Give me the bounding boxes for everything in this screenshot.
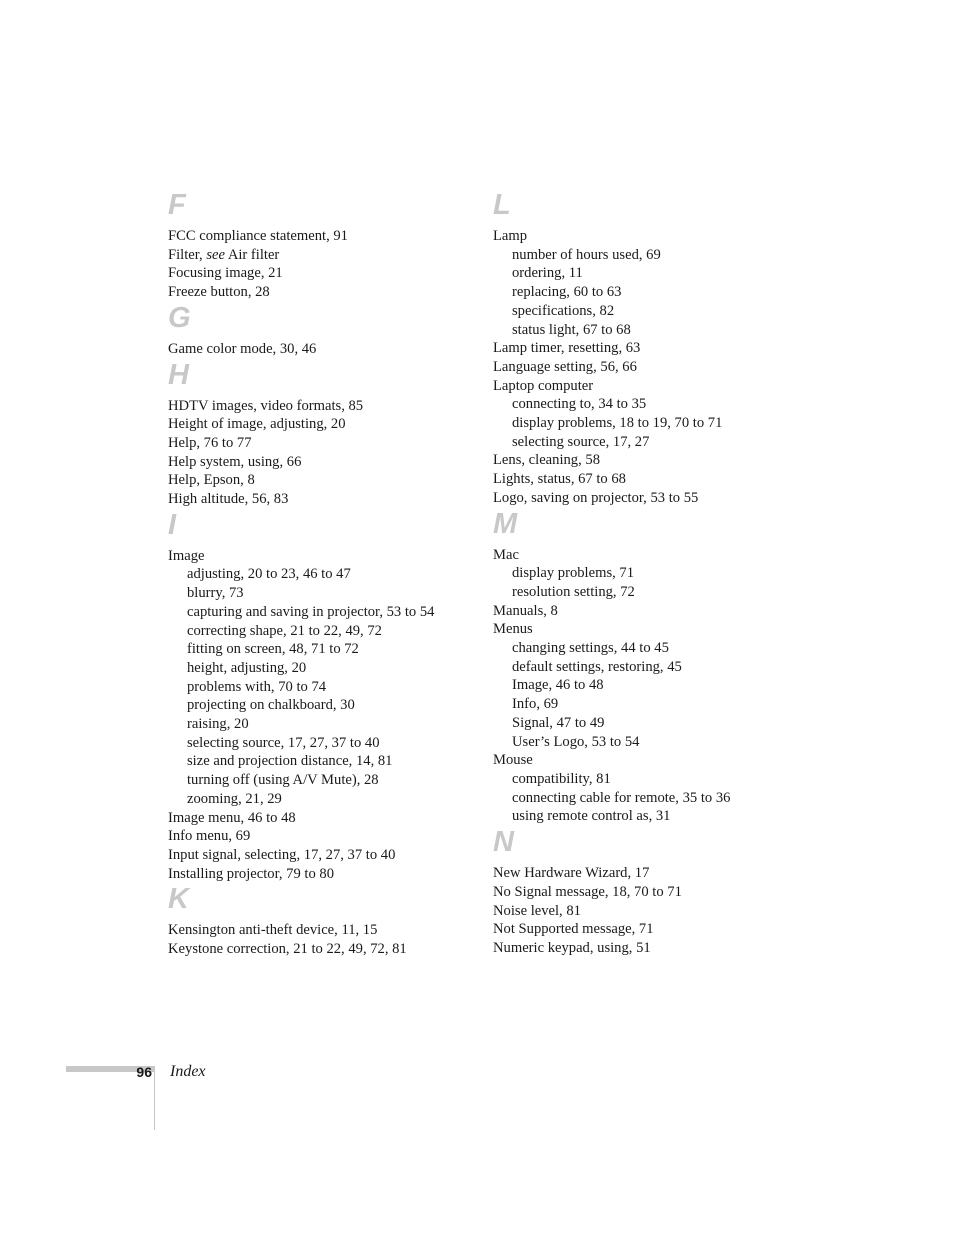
index-entry-group (493, 602, 793, 621)
index-entry: Mac (493, 546, 519, 563)
index-entry: Input signal, selecting, 17, 27, 37 to 40 (168, 846, 396, 863)
see-reference: see (206, 246, 225, 263)
index-section (168, 360, 468, 509)
index-section (168, 303, 468, 359)
index-entry: High altitude, 56, 83 (168, 491, 289, 508)
index-entry: Help system, using, 66 (168, 453, 302, 470)
index-entry: Installing projector, 79 to 80 (168, 865, 334, 882)
index-entry: Noise level, 81 (493, 902, 581, 919)
index-subentry: problems with, 70 to 74 (187, 678, 327, 695)
index-entry: Image menu, 46 to 48 (168, 809, 296, 826)
index-entry: FCC compliance statement, 91 (168, 228, 348, 244)
index-entry: Lamp (493, 228, 528, 244)
index-entry: Keystone correction, 21 to 22, 49, 72, 81 (168, 941, 407, 958)
index-subentry: using remote control as, 31 (512, 808, 671, 825)
index-section (168, 510, 468, 884)
index-subentry: changing settings, 44 to 45 (512, 640, 669, 657)
index-entry-group (493, 939, 793, 958)
footer-rule (154, 1066, 155, 1130)
index-subentry: status light, 67 to 68 (512, 321, 631, 338)
index-subentry: adjusting, 20 to 23, 46 to 47 (187, 566, 351, 583)
index-entry: New Hardware Wizard, 17 (493, 865, 650, 882)
index-subentry: correcting shape, 21 to 22, 49, 72 (187, 622, 382, 639)
index-entry: Height of image, adjusting, 20 (168, 416, 346, 433)
index-entry: Logo, saving on projector, 53 to 55 (493, 489, 699, 506)
entry-text: Air filter (224, 246, 280, 263)
index-entry-group (168, 940, 468, 959)
index-entry-group (168, 415, 468, 434)
index-subentry: resolution setting, 72 (512, 583, 635, 600)
index-entry-group (168, 547, 468, 809)
section-letter: I (168, 508, 177, 541)
index-entry-group (168, 809, 468, 828)
index-entry-group (493, 339, 793, 358)
index-entry-group (493, 489, 793, 508)
section-letter: M (493, 507, 518, 540)
index-entry-group (168, 865, 468, 884)
index-entry: Help, Epson, 8 (168, 472, 255, 489)
index-entry: Manuals, 8 (493, 602, 558, 619)
index-entry-group (168, 264, 468, 283)
index-subentry: height, adjusting, 20 (187, 659, 307, 676)
index-subentry: specifications, 82 (512, 302, 615, 319)
index-entry-group (168, 246, 468, 265)
section-letter: K (168, 883, 189, 916)
index-section (168, 884, 468, 958)
index-subentry: User’s Logo, 53 to 54 (512, 733, 640, 750)
index-subentry: Image, 46 to 48 (512, 677, 604, 694)
index-entry-group (493, 920, 793, 939)
index-subentry: turning off (using A/V Mute), 28 (187, 772, 379, 789)
index-entry-group (168, 340, 468, 359)
index-entry: Focusing image, 21 (168, 265, 283, 282)
index-entry-group (493, 751, 793, 826)
index-entry: HDTV images, video formats, 85 (168, 397, 364, 414)
index-entry-group (168, 921, 468, 940)
index-entry-group (168, 471, 468, 490)
index-column-left (168, 190, 468, 959)
index-subentry: connecting cable for remote, 35 to 36 (512, 789, 731, 806)
index-entry: Lamp timer, resetting, 63 (493, 340, 641, 357)
index-subentry: capturing and saving in projector, 53 to 54 (187, 603, 435, 620)
index-entry-group (493, 546, 793, 602)
index-entry (168, 246, 468, 265)
index-entry-group (168, 490, 468, 509)
index-subentry: selecting source, 17, 27 (512, 433, 650, 450)
index-subentry: replacing, 60 to 63 (512, 284, 622, 301)
index-subentry: fitting on screen, 48, 71 to 72 (187, 641, 359, 658)
index-section (493, 827, 793, 958)
page-number: 96 (136, 1064, 152, 1080)
index-subentry: size and projection distance, 14, 81 (187, 753, 393, 770)
index-entry-group (493, 377, 793, 452)
index-entry: Help, 76 to 77 (168, 434, 252, 451)
index-entry-group (168, 397, 468, 416)
index-entry: No Signal message, 18, 70 to 71 (493, 883, 682, 900)
section-letter: F (168, 189, 186, 221)
index-subentry: default settings, restoring, 45 (512, 658, 682, 675)
index-subentry: compatibility, 81 (512, 770, 611, 787)
index-section (168, 190, 468, 302)
index-entry-group (493, 358, 793, 377)
index-entry: Mouse (493, 752, 533, 769)
index-entry: Game color mode, 30, 46 (168, 340, 317, 357)
index-subentry: blurry, 73 (187, 585, 244, 602)
index-entry: Laptop computer (493, 377, 594, 394)
index-entry-group (493, 451, 793, 470)
index-section (493, 190, 793, 508)
section-letter: L (493, 189, 511, 221)
index-entry: Freeze button, 28 (168, 284, 270, 301)
index-entry: Info menu, 69 (168, 828, 251, 845)
index-entry-group (168, 453, 468, 472)
index-entry-group (493, 470, 793, 489)
index-entry: Menus (493, 621, 533, 638)
index-entry: Kensington anti-theft device, 11, 15 (168, 922, 378, 939)
index-entry-group (493, 883, 793, 902)
index-entry: Image (168, 547, 205, 564)
section-letter: G (168, 301, 191, 334)
index-subentry: display problems, 18 to 19, 70 to 71 (512, 415, 723, 432)
index-entry: Not Supported message, 71 (493, 921, 654, 938)
index-subentry: projecting on chalkboard, 30 (187, 697, 355, 714)
index-entry-group (168, 846, 468, 865)
index-entry-group (493, 864, 793, 883)
running-title: Index (170, 1063, 206, 1080)
index-entry-group (168, 827, 468, 846)
index-entry: Lens, cleaning, 58 (493, 452, 600, 469)
index-subentry: connecting to, 34 to 35 (512, 396, 647, 413)
section-letter: H (168, 358, 189, 391)
index-column-right (493, 190, 793, 958)
section-letter: N (493, 826, 514, 859)
index-entry-group (168, 434, 468, 453)
entry-text: Filter, (168, 246, 207, 263)
index-entry: Language setting, 56, 66 (493, 358, 637, 375)
index-subentry: selecting source, 17, 27, 37 to 40 (187, 734, 380, 751)
index-subentry: Info, 69 (512, 696, 559, 713)
index-entry-group (493, 227, 793, 339)
index-entry-group (493, 902, 793, 921)
index-subentry: Signal, 47 to 49 (512, 714, 605, 731)
index-subentry: number of hours used, 69 (512, 246, 661, 263)
index-entry-group (168, 283, 468, 302)
index-entry: Lights, status, 67 to 68 (493, 471, 626, 488)
index-entry-group (168, 227, 468, 246)
index-entry-group (493, 620, 793, 751)
index-subentry: raising, 20 (187, 716, 249, 733)
index-entry: Numeric keypad, using, 51 (493, 939, 651, 956)
index-section (493, 509, 793, 827)
index-subentry: ordering, 11 (512, 265, 583, 282)
index-subentry: display problems, 71 (512, 565, 635, 582)
index-subentry: zooming, 21, 29 (187, 790, 282, 807)
